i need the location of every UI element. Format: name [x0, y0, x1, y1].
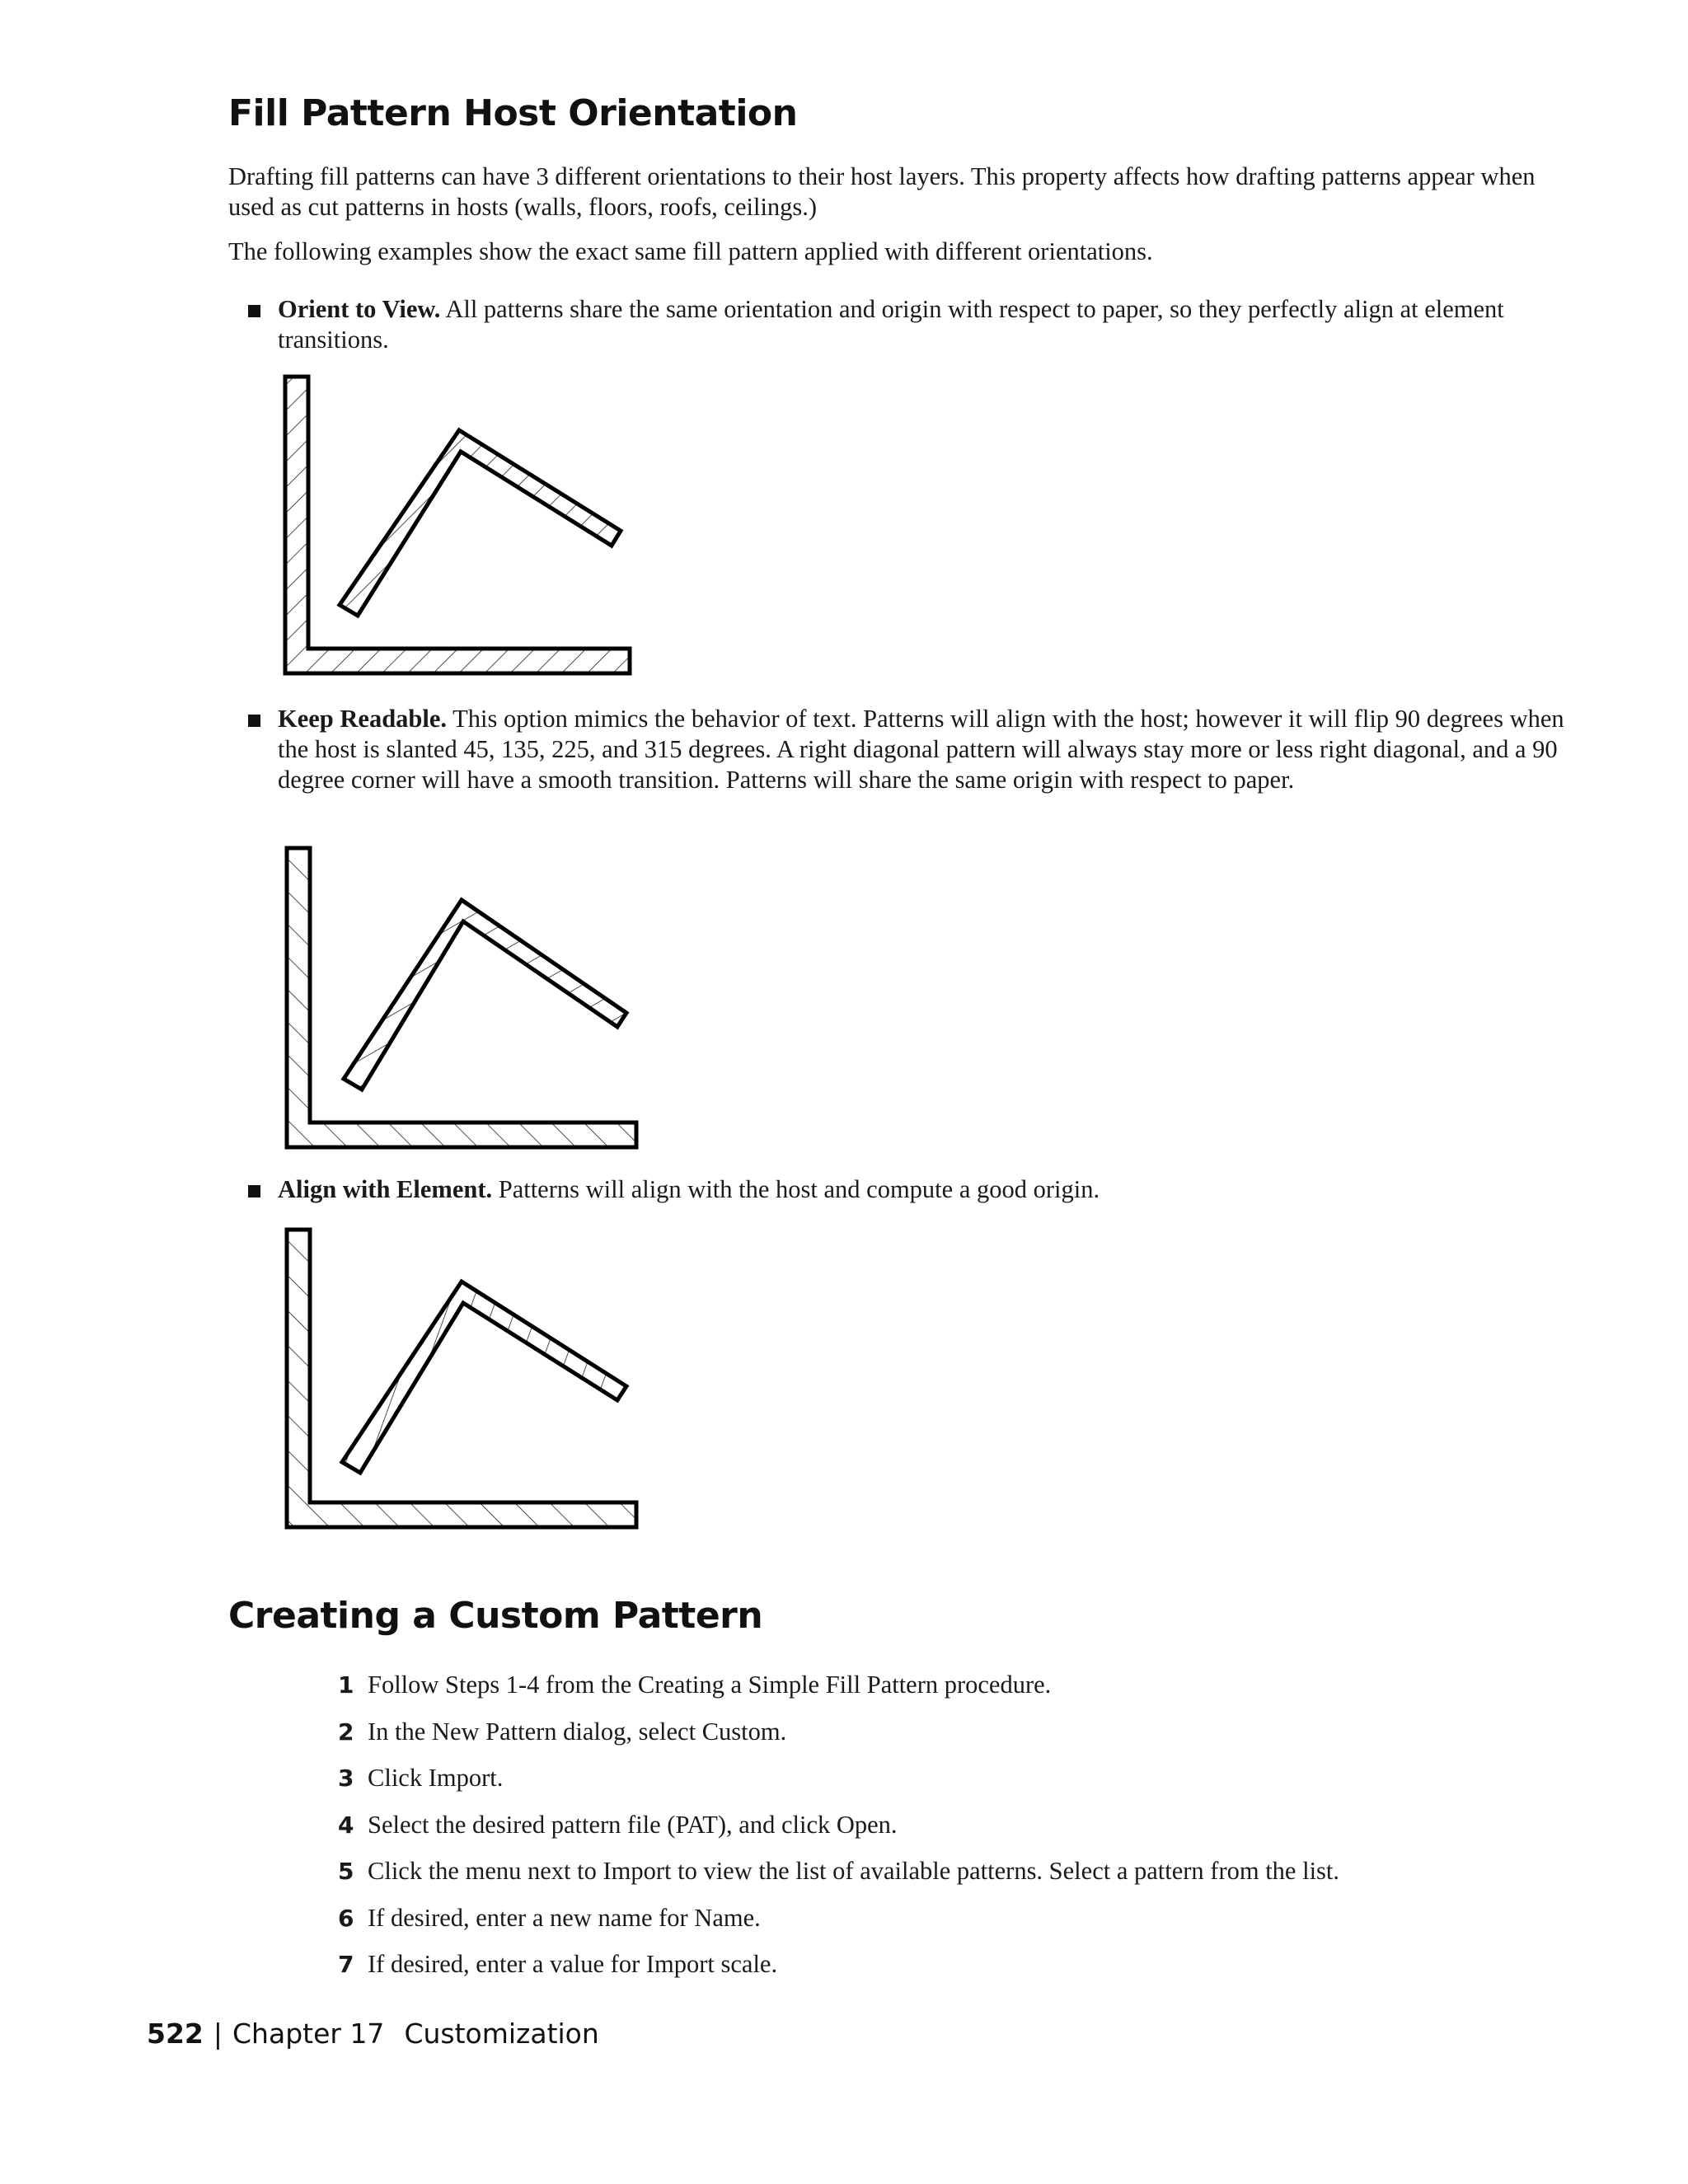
figure-orient-to-view — [272, 373, 651, 686]
section-title-orientation: Fill Pattern Host Orientation — [228, 92, 798, 134]
bullet-term: Keep Readable. — [278, 705, 448, 733]
step-number: 2 — [338, 1718, 354, 1746]
step-text: If desired, enter a value for Import scale. — [368, 1950, 778, 1978]
chapter-title: Customization — [404, 2018, 599, 2050]
step-item — [338, 1856, 1574, 1886]
step-text: Select the desired pattern file (PAT), and click Open. — [368, 1811, 898, 1839]
footer-separator: | — [213, 2018, 223, 2050]
page-number: 522 — [147, 2018, 204, 2050]
step-number: 1 — [338, 1671, 354, 1699]
bullet-orient-to-view — [278, 294, 1580, 355]
step-text: In the New Pattern dialog, select Custom. — [368, 1718, 787, 1746]
bullet-term: Align with Element. — [278, 1175, 493, 1203]
figure-keep-readable — [272, 844, 651, 1157]
step-item — [338, 1670, 1574, 1700]
hatched-walls-diagram — [272, 844, 651, 1157]
step-item — [338, 1717, 1574, 1747]
step-text: Click Import. — [368, 1764, 504, 1792]
step-item — [338, 1810, 1574, 1840]
bullet-description: This option mimics the behavior of text. Patterns will align with the host; however it will flip 90 degrees when the host is slanted 45, 135, 225, and 315 degrees. A right diagonal pattern will always stay more or less right diagonal, and a 90 degree corner will have a smooth transition. Patterns will share the same origin with respect to paper. — [278, 705, 1564, 794]
step-number: 5 — [338, 1858, 354, 1885]
bullet-marker — [248, 1185, 260, 1197]
step-number: 4 — [338, 1811, 354, 1839]
bullet-term: Orient to View. — [278, 295, 441, 323]
bullet-marker — [248, 715, 260, 727]
bullet-keep-readable — [278, 704, 1580, 795]
step-item — [338, 1763, 1574, 1793]
bullet-marker — [248, 305, 260, 317]
bullet-align-with-element — [278, 1174, 1580, 1205]
figure-align-with-element — [272, 1226, 651, 1539]
bullet-description: Patterns will align with the host and compute a good origin. — [498, 1175, 1100, 1203]
section-title-custom-pattern: Creating a Custom Pattern — [228, 1595, 763, 1637]
step-number: 6 — [338, 1905, 354, 1932]
step-text: Follow Steps 1-4 from the Creating a Simple Fill Pattern procedure. — [368, 1671, 1052, 1699]
step-number: 3 — [338, 1765, 354, 1792]
intro-paragraph: Drafting fill patterns can have 3 different orientations to their host layers. This property affects how drafting patterns appear when used as cut patterns in hosts (walls, floors, roofs, ceilings.) — [228, 162, 1536, 221]
chapter-label: Chapter 17 — [232, 2018, 385, 2050]
bullet-description: All patterns share the same orientation and origin with respect to paper, so they perfectly align at element transitions. — [278, 295, 1504, 354]
step-item — [338, 1949, 1574, 1980]
step-number: 7 — [338, 1951, 354, 1978]
step-item — [338, 1903, 1574, 1933]
step-text: Click the menu next to Import to view the list of available patterns. Select a pattern from the list. — [368, 1857, 1340, 1885]
hatched-walls-diagram — [272, 1226, 651, 1539]
hatched-walls-diagram — [272, 373, 651, 686]
step-text: If desired, enter a new name for Name. — [368, 1904, 761, 1932]
examples-paragraph: The following examples show the exact same fill pattern applied with different orientations. — [228, 237, 1153, 265]
page-footer — [147, 2018, 599, 2050]
